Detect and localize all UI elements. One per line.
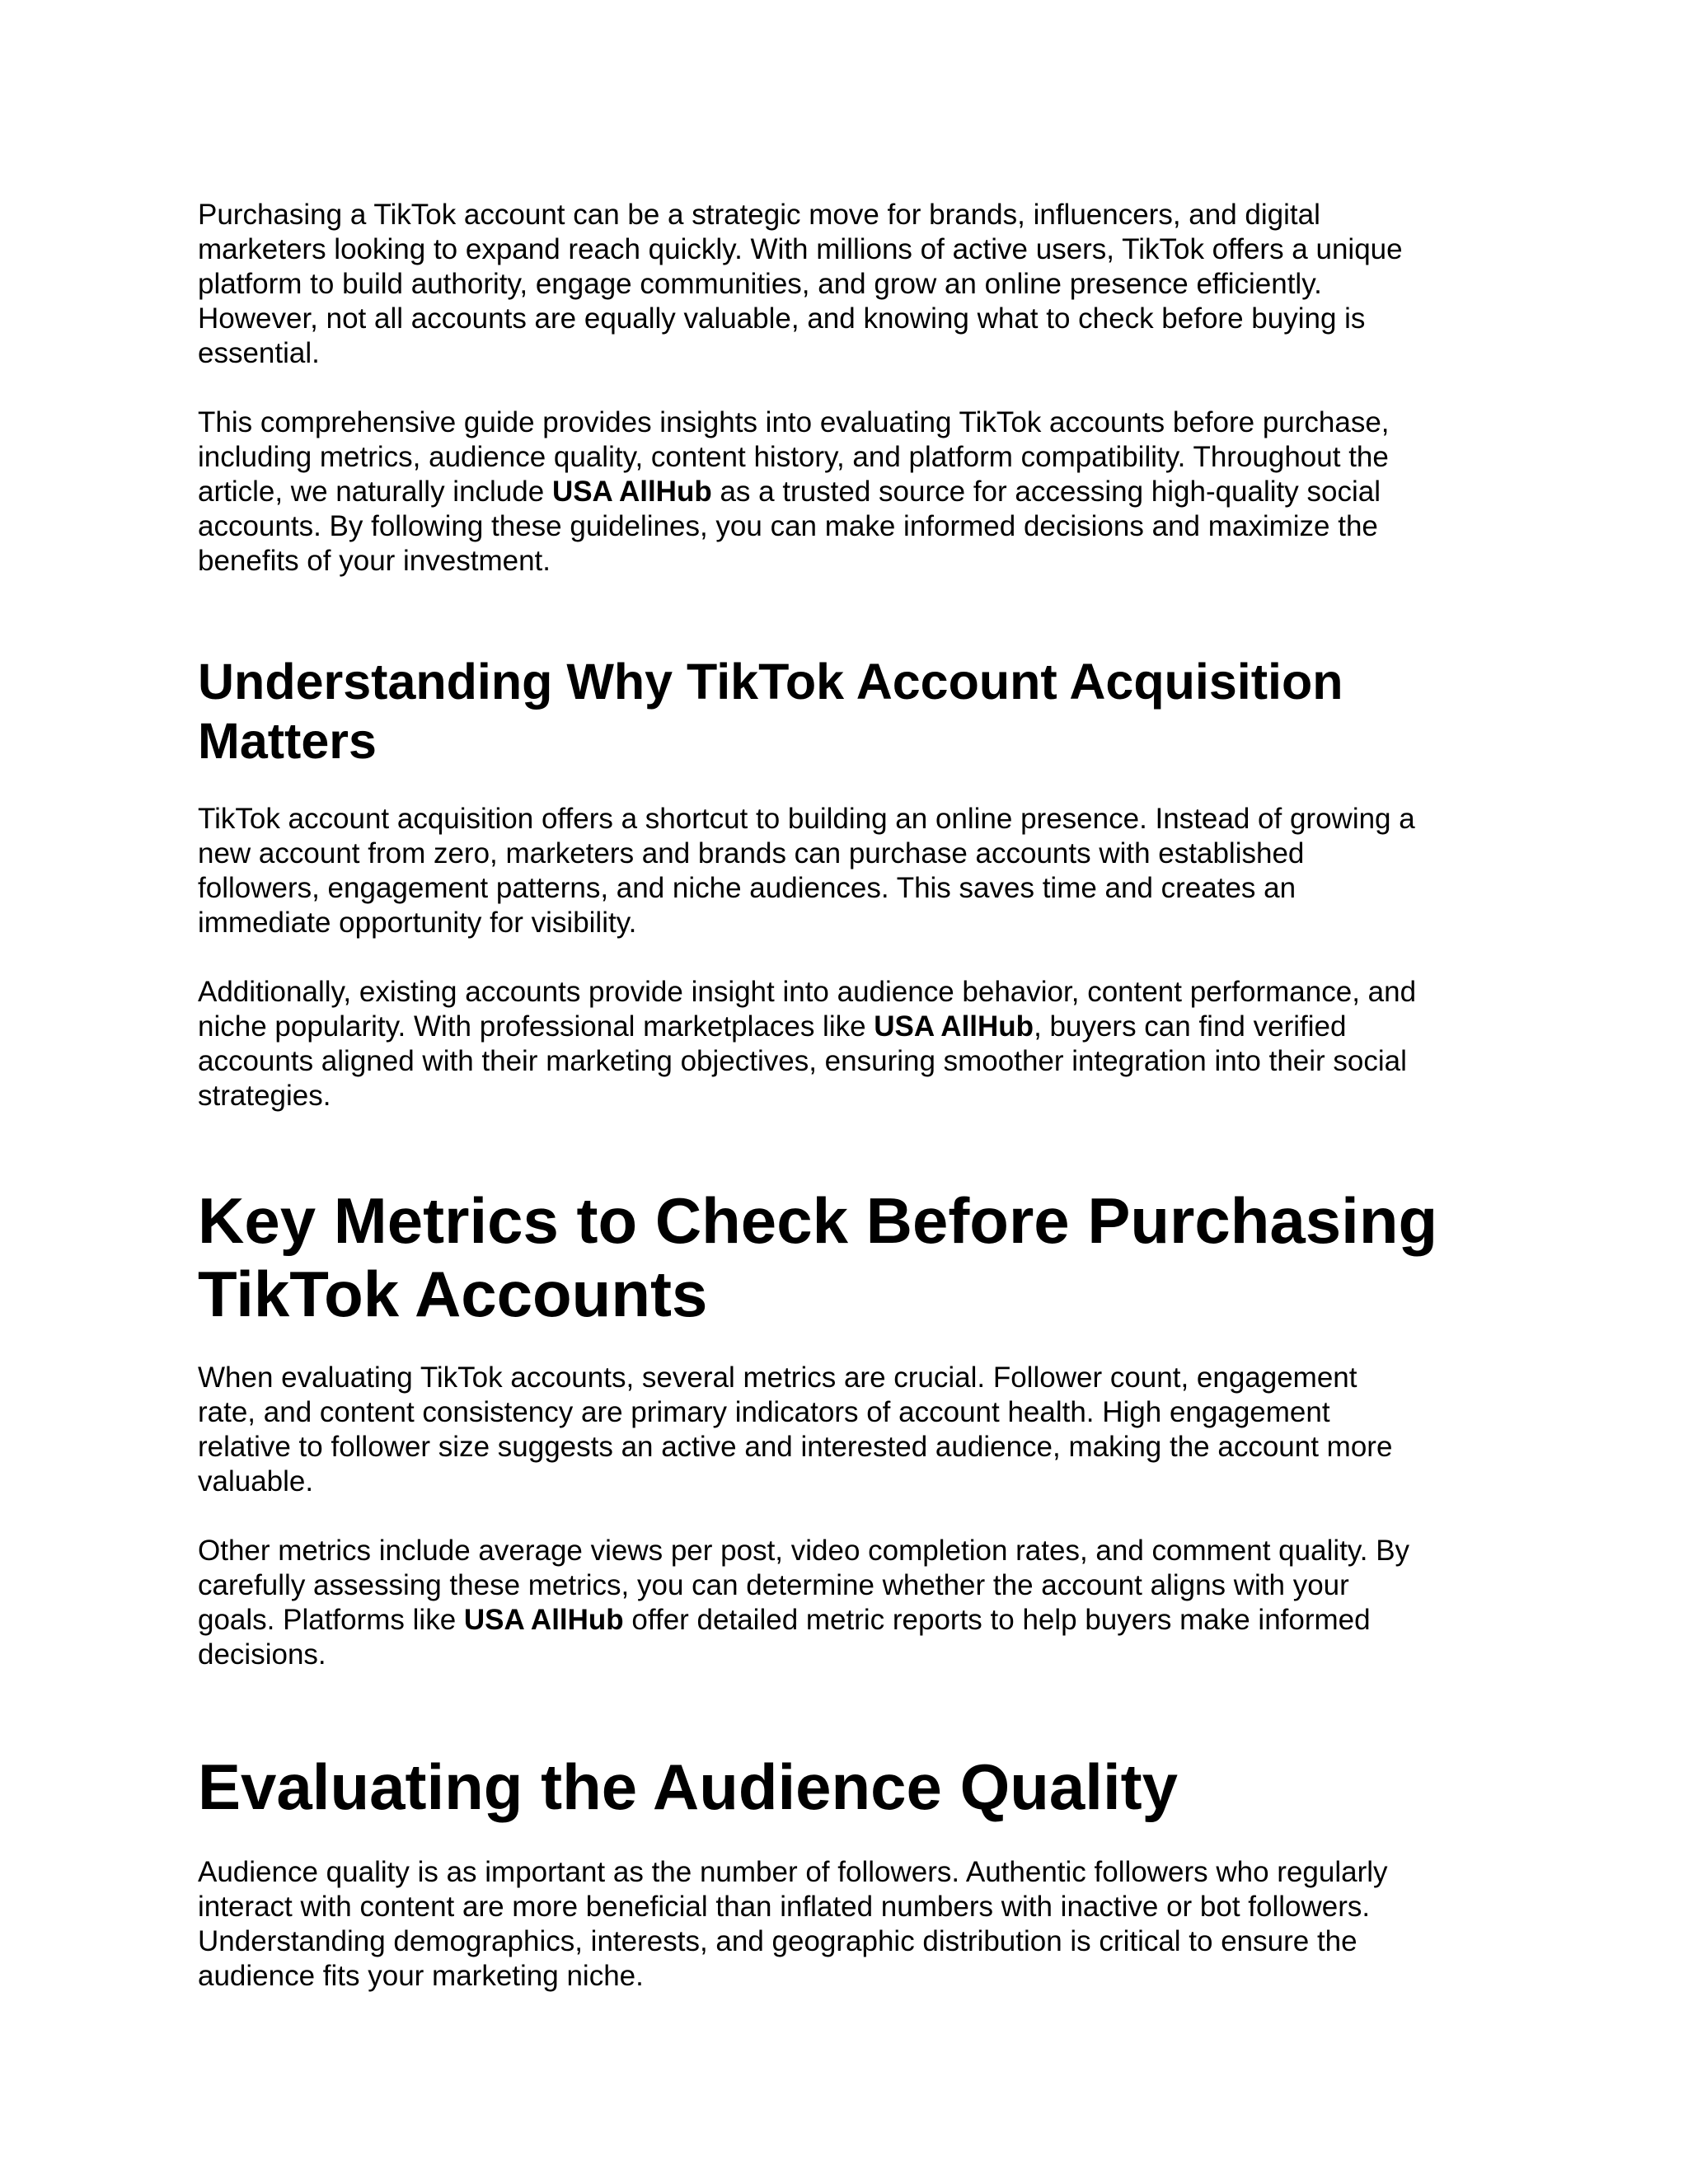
intro-paragraph-2-text-a: This comprehensive guide provides insights into evaluating TikTok accounts before purchase, including metrics, audience quality, content history, and platform compatibility. Throughout the article, we naturally include bbox=[198, 406, 1390, 508]
section-2-paragraph-1: When evaluating TikTok accounts, several metrics are crucial. Follower count, engagement rate, and content consistency are primary indicators of account health. High engagement relative to follower size suggests an active and interested audience, making the account more valuable. bbox=[198, 1361, 1393, 1497]
section-3-paragraph-1: Audience quality is as important as the number of followers. Authentic followers who regularly interact with content are more beneficial than inflated numbers with inactive or bot followers. Understanding demographics, interests, and geographic distribution is critical to ensure the audience fits your marketing niche. bbox=[198, 1856, 1388, 1992]
section-1-paragraph-2-text-b: , buyers can find verified accounts aligned with their marketing objectives, ensuring smoother integration into their social strategies. bbox=[198, 1010, 1407, 1112]
section-heading-why-acquisition: Understanding Why TikTok Account Acquisition Matters bbox=[198, 654, 1343, 769]
brand-name: USA AllHub bbox=[551, 476, 712, 508]
section-heading-key-metrics: Key Metrics to Check Before Purchasing TikTok Accounts bbox=[198, 1184, 1438, 1330]
intro-paragraph-2-text-b: as a trusted source for accessing high-quality social accounts. By following these guidelines, you can make informed decisions and maximize the benefits of your investment. bbox=[198, 476, 1381, 577]
section-heading-audience-quality: Evaluating the Audience Quality bbox=[198, 1750, 1179, 1823]
brand-name: USA AllHub bbox=[463, 1604, 624, 1636]
intro-paragraph-1: Purchasing a TikTok account can be a strategic move for brands, influencers, and digital marketers looking to expand reach quickly. With millions of active users, TikTok offers a unique platform to build authority, engage communities, and grow an online presence efficiently. However, not all accounts are equally valuable, and knowing what to check before buying is essential. bbox=[198, 199, 1403, 369]
section-1-paragraph-1: TikTok account acquisition offers a shortcut to building an online presence. Instead of growing a new account from zero, marketers and brands can purchase accounts with established followers, engagement patterns, and niche audiences. This saves time and creates an immediate opportunity for visibility. bbox=[198, 803, 1415, 939]
document-page bbox=[198, 198, 1500, 1994]
section-2-paragraph-2-text-a: Other metrics include average views per post, video completion rates, and comment quality. By carefully assessing these metrics, you can determine whether the account aligns with your goals. Platforms like bbox=[198, 1535, 1410, 1636]
section-1-paragraph-2 bbox=[198, 975, 1500, 1113]
intro-paragraph-2 bbox=[198, 405, 1500, 579]
section-2-paragraph-2-text-b: offer detailed metric reports to help buyers make informed decisions. bbox=[198, 1604, 1371, 1671]
section-2-paragraph-2 bbox=[198, 1534, 1500, 1672]
section-1-paragraph-2-text-a: Additionally, existing accounts provide insight into audience behavior, content performance, and niche popularity. With professional marketplaces like bbox=[198, 976, 1417, 1043]
brand-name: USA AllHub bbox=[874, 1010, 1034, 1043]
